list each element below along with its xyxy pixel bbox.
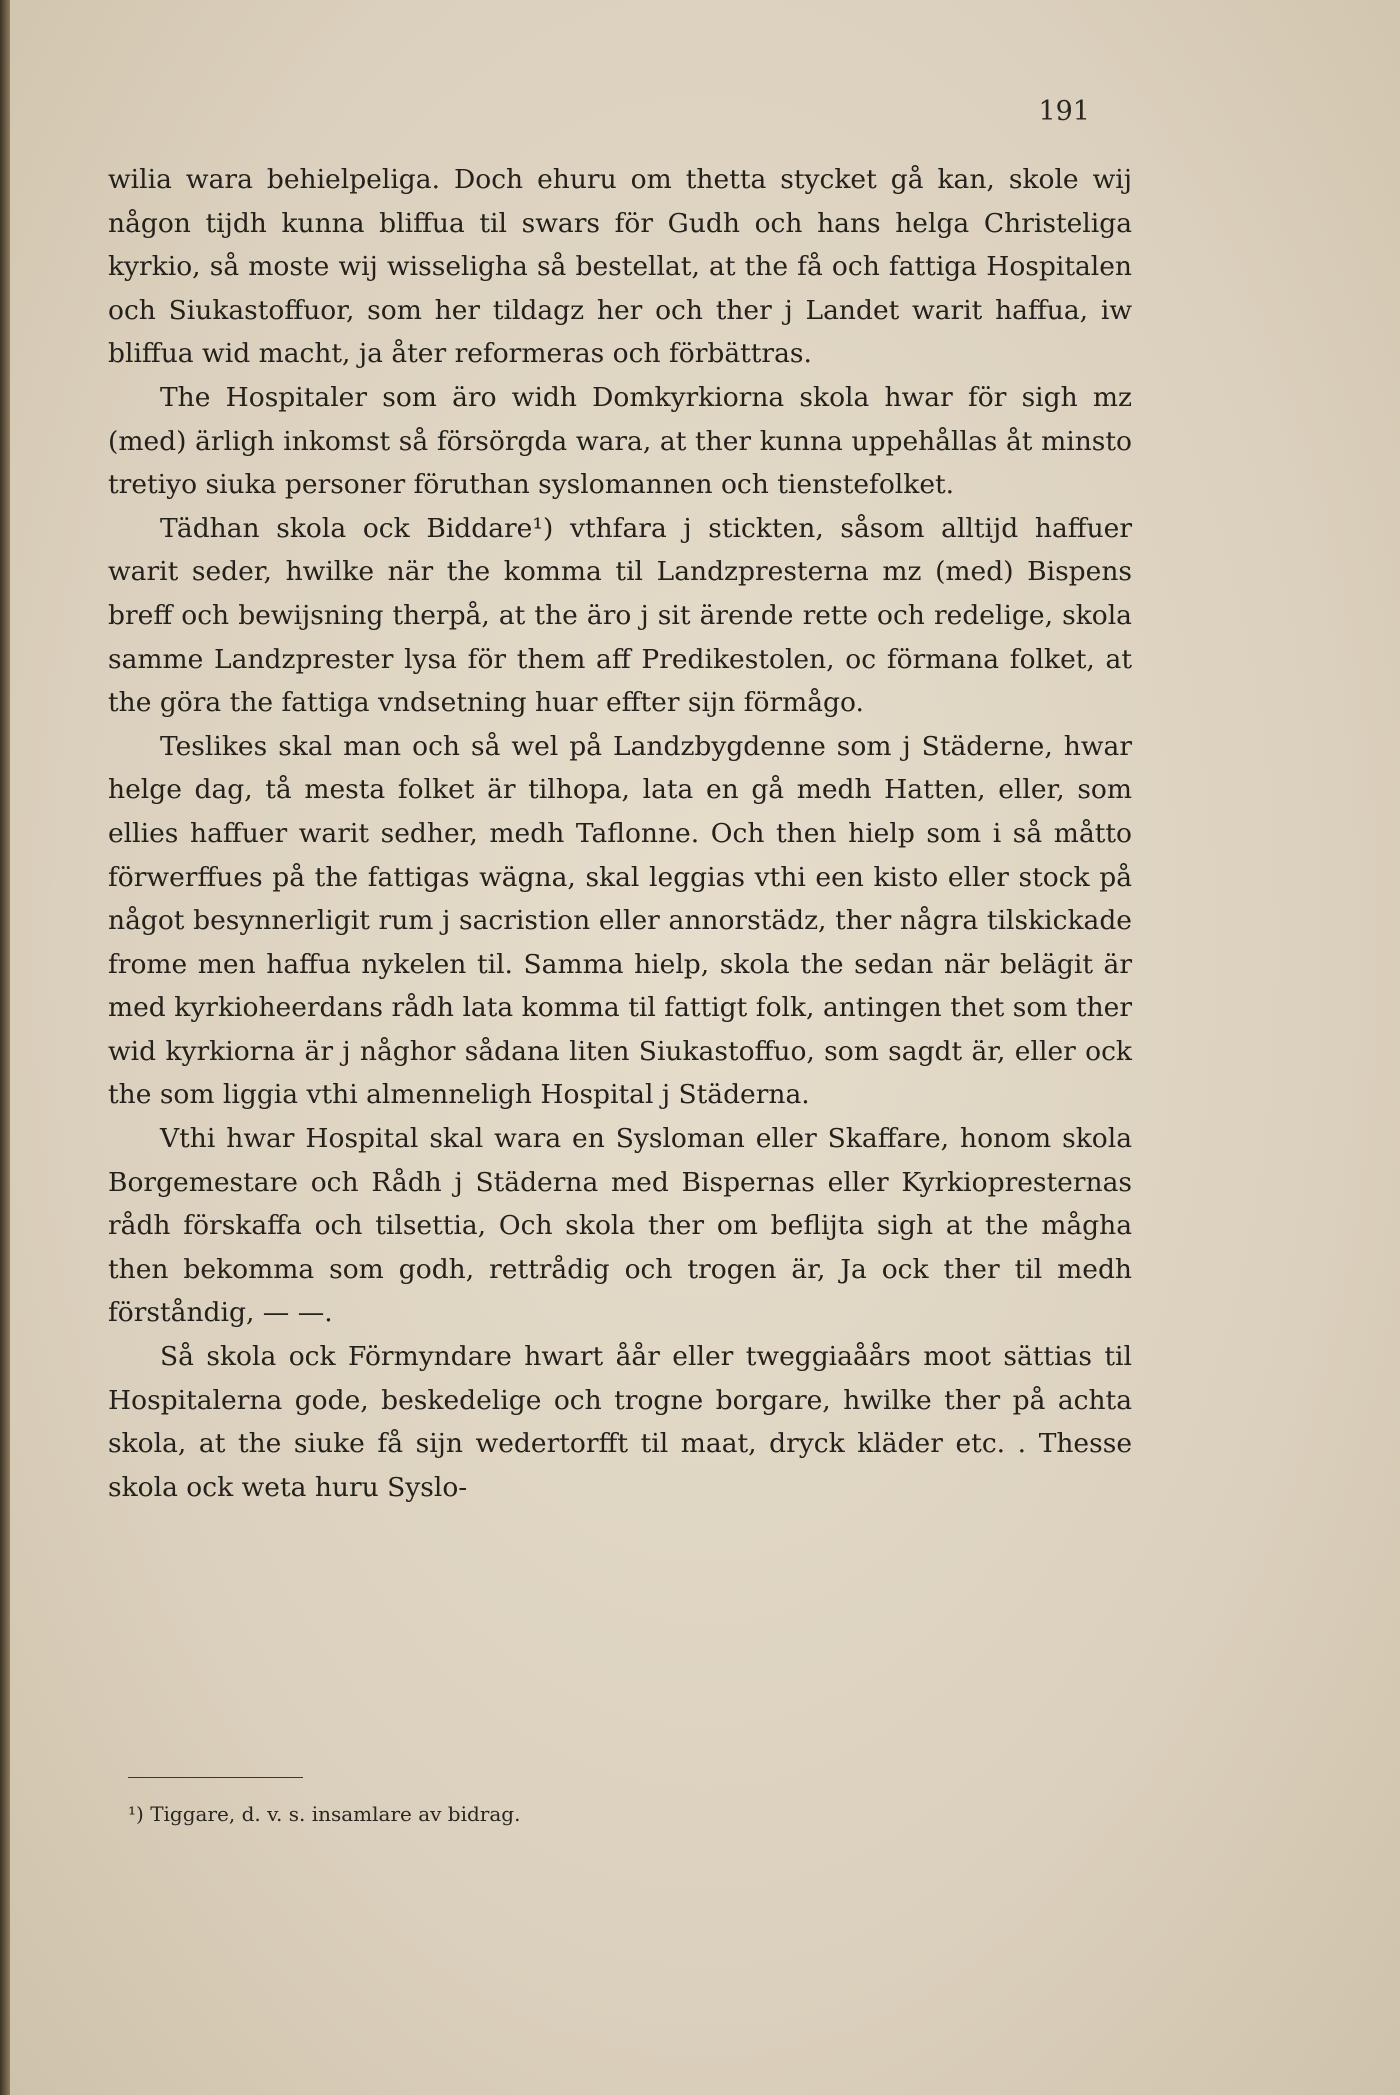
paragraph-4: Teslikes skal man och så wel på Landzbygdenne som j Städerne, hwar helge dag, tå mesta folket är tilhopa, lata en gå medh Hatten, eller, som ellies haffuer warit sedher, medh Taflonne. Och then hielp som i så måtto förwerffues på the fattigas wägna, skal leggias vthi een kisto eller stock på något besynnerligit rum j sacristion eller annorstädz, ther några tilskickade frome men haffua nykelen til. Samma hielp, skola the sedan när belägit är med kyrkioheerdans rådh lata komma til fattigt folk, antingen thet som ther wid kyrkiorna är j någhor sådana liten Siukastoffuo, som sagdt är, eller ock the som liggia vthi almenneligh Hospital j Städerna. — [108, 730, 1132, 1111]
page-number: 191 — [1038, 96, 1090, 127]
paragraph-1: wilia wara behielpeliga. Doch ehuru om thetta stycket gå kan, skole wij någon tijdh kunna bliffua til swars för Gudh och hans helga Christeliga kyrkio, så moste wij wisseligha så bestellat, at the få och fattiga Hospitalen och Siukastoffuor, som her tildagz her och ther j Landet warit haffua, iw bliffua wid macht, ja åter reformeras och förbättras. — [108, 164, 1132, 370]
footnote-text: Tiggare, d. v. s. insamlare av bidrag. — [150, 1802, 521, 1826]
body-text — [108, 158, 1132, 1509]
book-page — [10, 0, 1400, 2095]
paragraph-5: Vthi hwar Hospital skal wara en Sysloman eller Skaffare, honom skola Borgemestare och Rådh j Städerna med Bispernas eller Kyrkiopresternas rådh förskaffa och tilsettia, Och skola ther om beflijta sigh at the mågha then bekomma som godh, rettrådig och trogen är, Ja ock ther til medh förståndig, — —. — [108, 1123, 1132, 1329]
footnote — [128, 1802, 1028, 1826]
footnote-divider — [128, 1777, 303, 1778]
scan-edge — [0, 0, 10, 2095]
paragraph-6: Så skola ock Förmyndare hwart åår eller tweggiaåårs moot sättias til Hospitalerna gode, beskedelige och trogne borgare, hwilke ther på achta skola, at the siuke få sijn wedertorfft til maat, dryck kläder etc. . Thesse skola ock weta huru Syslo- — [108, 1341, 1132, 1503]
paragraph-2: The Hospitaler som äro widh Domkyrkiorna skola hwar för sigh mz (med) ärligh inkomst så försörgda wara, at ther kunna uppehållas åt minsto tretiyo siuka personer föruthan syslomannen och tienstefolket. — [108, 381, 1132, 501]
footnote-marker: ¹) — [128, 1802, 144, 1826]
paragraph-3: Tädhan skola ock Biddare¹) vthfara j stickten, såsom alltijd haffuer warit seder, hwilke när the komma til Landzpresterna mz (med) Bispens breff och bewijsning therpå, at the äro j sit ärende rette och redelige, skola samme Landzprester lysa för them aff Predikestolen, oc förmana folket, at the göra the fattiga vndsetning huar effter sijn förmågo. — [108, 512, 1132, 719]
